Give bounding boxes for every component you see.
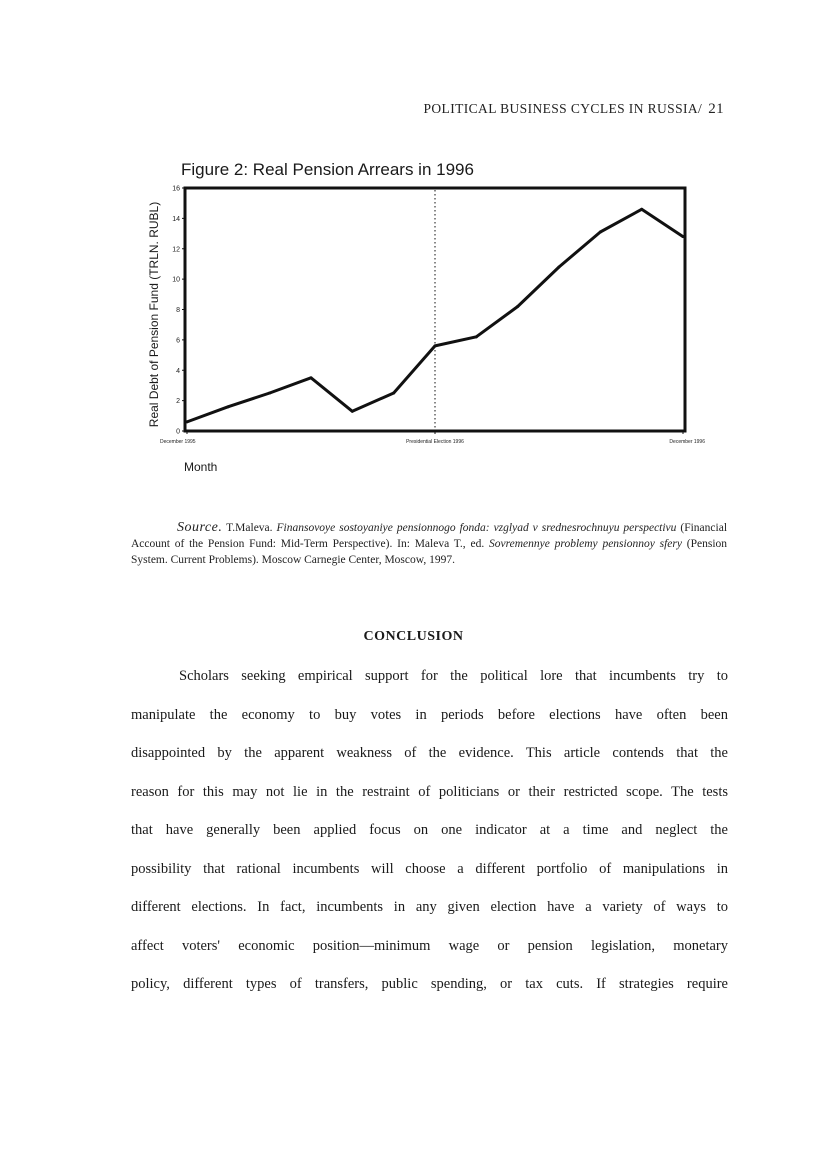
data-point — [268, 392, 271, 395]
source-author: T.Maleva. — [226, 522, 273, 534]
x-axis-title: Month — [184, 460, 218, 474]
body-line: different elections. In fact, incumbents in any given election have a variety of ways to — [131, 899, 728, 915]
data-point — [640, 208, 643, 211]
data-point — [558, 265, 561, 268]
y-axis-title: Real Debt of Pension Fund (TRLN. RUBL) — [147, 201, 161, 428]
source-lead: Source. — [177, 520, 223, 535]
y-tick-label: 16 — [172, 185, 180, 193]
body-line: policy, different types of transfers, public spending, or tax cuts. If strategies require — [131, 976, 728, 992]
page-number: 21 — [708, 101, 724, 117]
body-line: possibility that rational incumbents will choose a different portfolio of manipulations in — [131, 860, 728, 877]
running-header — [424, 101, 725, 118]
data-point — [392, 392, 395, 395]
figure-title: Figure 2: Real Pension Arrears in 1996 — [181, 160, 474, 179]
source-book-details: (Pension System. Current Problems). Moscow Carnegie Center, Moscow, 1997. — [131, 538, 728, 566]
y-tick-label: 6 — [176, 337, 180, 345]
body-line: affect voters' economic position—minimum wage or pension legislation, monetary — [131, 937, 728, 954]
y-tick-label: 14 — [172, 215, 180, 223]
y-tick-label: 10 — [172, 276, 180, 284]
source-book-title: Sovremennye problemy pensionnoy sfery — [489, 538, 682, 551]
y-tick-label: 12 — [172, 246, 180, 254]
body-line: disappointed by the apparent weakness of the evidence. This article contends that the — [131, 745, 728, 761]
y-axis-title-group — [147, 202, 161, 427]
x-tick-label: Presidential Election 1996 — [406, 439, 464, 445]
body-line: that have generally been applied focus on one indicator at a time and neglect the — [131, 822, 728, 838]
source-article-title: Finansovoye sostoyaniye pensionnogo fonda: vzglyad v srednesrochnuyu perspectivu — [276, 522, 677, 534]
conclusion-body — [131, 664, 728, 1011]
y-tick-label: 8 — [176, 307, 180, 314]
running-title: POLITICAL BUSINESS CYCLES IN RUSSIA/ — [423, 101, 703, 116]
data-point — [682, 235, 685, 238]
body-line: manipulate the economy to buy votes in periods before elections have often been — [131, 706, 728, 723]
data-point — [186, 420, 189, 423]
x-tick-label: December 1996 — [669, 439, 705, 445]
body-line: reason for this may not lie in the restraint of politicians or their restricted scope. The tests — [131, 783, 728, 800]
y-tick-label: 2 — [176, 398, 180, 406]
body-line: Scholars seeking empirical support for the political lore that incumbents try to — [179, 668, 728, 684]
data-point — [227, 405, 230, 408]
conclusion-heading: CONCLUSION — [363, 629, 464, 644]
x-tick-label: December 1995 — [160, 439, 196, 445]
data-point — [475, 335, 478, 338]
pension-arrears-chart — [140, 183, 720, 458]
data-point — [310, 376, 313, 379]
figure-source — [131, 519, 727, 568]
data-point — [434, 344, 437, 347]
y-tick-label: 0 — [176, 428, 180, 436]
source-citation — [131, 519, 727, 568]
source-article-translation: (Financial Account of the Pension Fund: Mid-Term Perspective). In: Maleva T., ed. — [131, 522, 728, 551]
data-point — [599, 231, 602, 234]
data-point — [516, 305, 519, 308]
y-tick-label: 4 — [176, 367, 180, 375]
data-point — [351, 410, 354, 413]
chart-marks — [160, 186, 705, 446]
